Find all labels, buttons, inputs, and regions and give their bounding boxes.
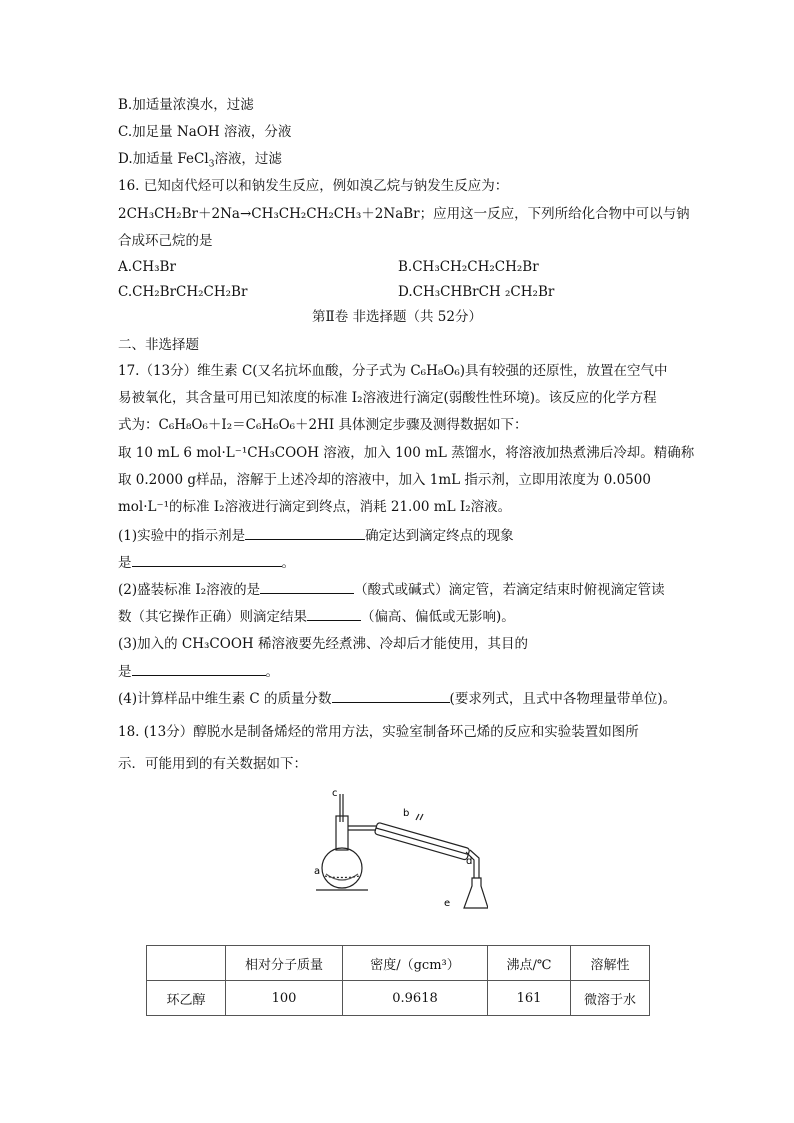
round-flask (322, 848, 362, 888)
q17-line3: 式为：C₆H₈O₆＋I₂＝C₆H₆O₆＋2HI 具体测定步骤及测得数据如下： (118, 417, 528, 433)
q17-part1 (118, 525, 514, 546)
answer-blank[interactable] (132, 661, 266, 676)
q17-line4: 取 10 mL 6 mol·L⁻¹CH₃COOH 溶液，加入 100 mL 蒸馏水，将溶液加热煮沸后冷却。精确称 (118, 445, 695, 461)
q17-1-text3: 是 (118, 555, 132, 571)
q15d-sub: 3 (208, 159, 215, 170)
label-a: a (314, 866, 321, 877)
table-header-cell: 溶解性 (571, 946, 650, 981)
q17-line5: 取 0.2000 g样品，溶解于上述冷却的溶液中，加入 1mL 指示剂，立即用浓度为 0.0500 (118, 472, 651, 488)
label-d: d (466, 856, 473, 867)
table-header-cell: 相对分子质量 (226, 946, 343, 981)
part2-title: 第Ⅱ卷 非选择题（共 52分） (312, 309, 482, 325)
table-cell: 100 (226, 981, 343, 1016)
q17-part2-cont (118, 606, 515, 627)
q16-stem: 16. 已知卤代烃可以和钠发生反应，例如溴乙烷与钠发生反应为： (118, 178, 509, 194)
q16-option-c: C.CH₂BrCH₂CH₂Br (118, 284, 248, 300)
q18-line2: 示．可能用到的有关数据如下： (118, 756, 307, 772)
q15-option-c: C.加足量 NaOH 溶液，分液 (118, 124, 292, 140)
q17-2-text4: （偏高、偏低或无影响)。 (361, 609, 515, 625)
q17-line2: 易被氧化，其含量可用已知浓度的标准 I₂溶液进行滴定(弱酸性性环境)。该反应的化学方程 (118, 390, 657, 406)
table-row (147, 981, 650, 1016)
section2-heading: 二、非选择题 (118, 337, 199, 353)
answer-blank[interactable] (245, 525, 365, 540)
q17-3-text2: 是 (118, 664, 132, 680)
q16-equation: 2CH₃CH₂Br＋2Na→CH₃CH₂CH₂CH₃＋2NaBr；应用这一反应，下列所给化合物中可以与钠 (118, 206, 690, 222)
answer-blank[interactable] (332, 688, 450, 703)
table-cell: 0.9618 (343, 981, 488, 1016)
q17-1-text2: 确定达到滴定终点的现象 (365, 528, 514, 544)
q16-option-d: D.CH₃CHBrCH ₂CH₂Br (398, 284, 555, 300)
q17-part3: (3)加入的 CH₃COOH 稀溶液要先经煮沸、冷却后才能使用，其目的 (118, 636, 528, 652)
answer-blank[interactable] (307, 606, 361, 621)
q17-1-text4: 。 (281, 555, 295, 571)
q17-line1: 17.（13分）维生素 C(又名抗坏血酸，分子式为 C₆H₈O₆)具有较强的还原性，放置在空气中 (118, 363, 668, 379)
q18-line1: 18. (13分）醇脱水是制备烯烃的常用方法，实验室制备环己烯的反应和实验装置如图所 (118, 724, 639, 740)
q17-4-text2: (要求列式，且式中各物理量带单位)。 (449, 691, 677, 707)
q15d-pre: D.加适量 FeCl (118, 151, 209, 167)
label-c: c (332, 788, 338, 799)
q16-stem-cont: 合成环己烷的是 (118, 233, 213, 249)
table-cell: 161 (488, 981, 571, 1016)
conical-flask (464, 878, 488, 908)
q15-option-b: B.加适量浓溴水，过滤 (118, 97, 254, 113)
q15d-post: 溶液，过滤 (214, 151, 282, 167)
q17-2-text3: 数（其它操作正确）则滴定结果 (118, 609, 307, 625)
q17-part2 (118, 579, 665, 600)
table-cell: 微溶于水 (571, 981, 650, 1016)
q17-part1-cont (118, 552, 295, 573)
condenser (374, 822, 470, 860)
table-header-cell (147, 946, 226, 981)
q17-3-text3: 。 (265, 664, 279, 680)
answer-blank[interactable] (260, 579, 354, 594)
q16-option-b: B.CH₃CH₂CH₂CH₂Br (398, 259, 539, 275)
table-cell: 环乙醇 (147, 981, 226, 1016)
label-e: e (444, 898, 451, 909)
table-header-cell: 沸点/℃ (488, 946, 571, 981)
label-b: b (403, 808, 410, 819)
table-header-cell: 密度/（gcm³） (343, 946, 488, 981)
properties-table (146, 945, 650, 1016)
table-header-row (147, 946, 650, 981)
q16-option-a: A.CH₃Br (118, 259, 176, 275)
q17-2-text: (2)盛装标准 I₂溶液的是 (118, 582, 261, 598)
distillation-apparatus-figure (306, 786, 488, 916)
q17-part4 (118, 688, 676, 709)
q17-2-text2: （酸式或碱式）滴定管，若滴定结束时俯视滴定管读 (354, 582, 665, 598)
answer-blank[interactable] (132, 552, 282, 567)
flask-neck (336, 816, 348, 850)
q17-line6: mol·L⁻¹的标准 I₂溶液进行滴定到终点，消耗 21.00 mL I₂溶液。 (118, 499, 512, 515)
q15-option-d (118, 149, 282, 169)
q17-part3-cont (118, 661, 279, 682)
q17-4-text: (4)计算样品中维生素 C 的质量分数 (118, 691, 332, 707)
q17-1-text: (1)实验中的指示剂是 (118, 528, 246, 544)
